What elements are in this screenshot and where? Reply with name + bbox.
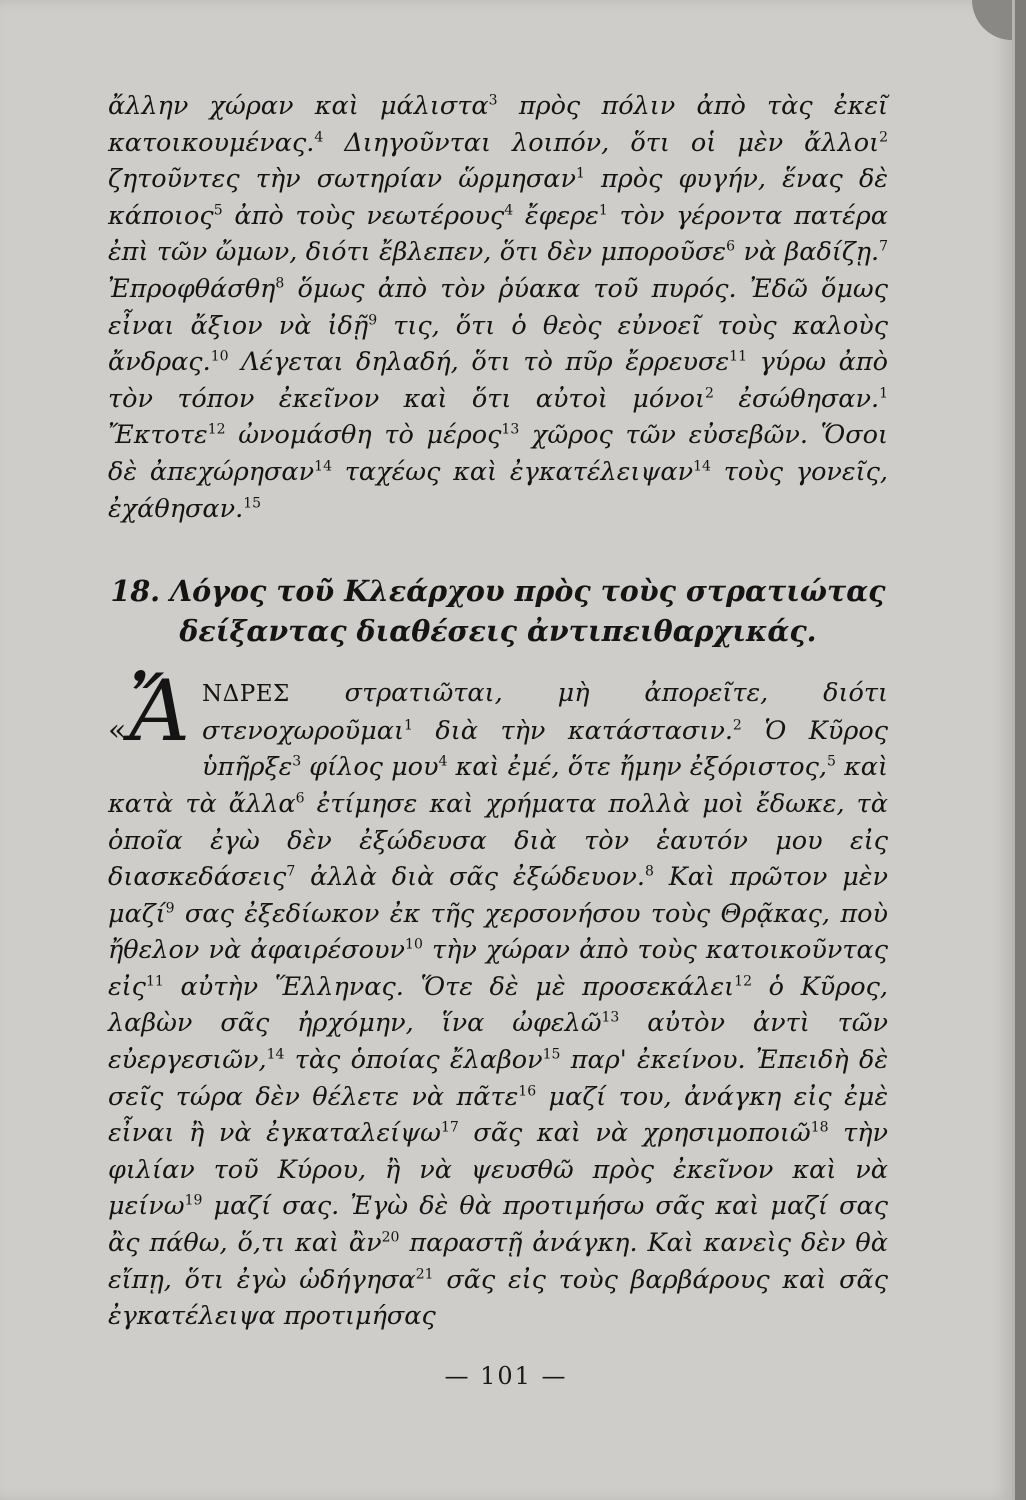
footnote-marker: 14 — [314, 458, 332, 475]
text-run: ταχέως καὶ ἐγκατέλειψαν — [332, 456, 694, 487]
text-run: φίλος μου — [301, 752, 439, 783]
opening-quote: « — [108, 713, 127, 749]
footnote-marker: 6 — [295, 790, 305, 807]
text-run: μαζί του, ἀνάγκη εἰς ἐμὲ εἶναι ἢ νὰ ἐγκαταλείψω — [108, 1081, 889, 1149]
section-number: 18. — [110, 574, 161, 609]
speech-paragraph — [108, 662, 889, 1335]
text-run: στρατιῶται, μὴ ἀπορεῖτε, διότι στενοχωροῦμαι — [202, 678, 888, 746]
footnote-marker: 21 — [415, 1266, 434, 1283]
footnote-marker: 1 — [575, 165, 585, 182]
text-run: Καὶ πρῶτον μὲν μαζί — [108, 862, 888, 929]
text-run: Λέγεται δηλαδή, ὅτι τὸ πῦρ ἔρρευσε — [228, 347, 730, 378]
footnote-marker: 7 — [879, 238, 888, 255]
drop-cap-letter: Ἄ — [128, 662, 191, 761]
text-run: τις, ὅτι ὁ θεὸς εὐνοεῖ τοὺς καλοὺς ἄνδρας. — [108, 310, 889, 378]
text-run: σᾶς εἰς τοὺς βαρβάρους καὶ σᾶς ἐγκατέλειψα προτιμήσας — [108, 1264, 888, 1332]
footnote-marker: 12 — [734, 973, 753, 990]
text-run: διὰ τὴν κατάστασιν. — [412, 715, 733, 746]
text-run: Ἐπροφθάσθη — [108, 273, 276, 304]
paragraph-1 — [108, 88, 888, 527]
footnote-marker: 16 — [518, 1083, 537, 1100]
footnote-marker: 11 — [145, 973, 164, 990]
footnote-marker: 18 — [810, 1119, 829, 1136]
footnote-marker: 8 — [644, 863, 654, 880]
text-run: αὐτὴν Ἕλληνας. Ὅτε δὲ μὲ προσεκάλει — [163, 971, 735, 1002]
section-heading — [108, 571, 888, 651]
footnote-marker: 12 — [207, 421, 226, 438]
footnote-marker: 8 — [275, 275, 285, 292]
page-number: — 101 — — [444, 1362, 568, 1390]
page-text — [108, 88, 888, 1335]
footnote-marker: 5 — [213, 202, 223, 219]
text-run: παρ' ἐκείνου. Ἐπειδὴ δὲ σεῖς τώρα δὲν θέλετε νὰ πᾶτε — [108, 1045, 889, 1112]
footnote-marker: 6 — [726, 238, 736, 255]
footnote-marker: 14 — [266, 1046, 285, 1063]
footnote-marker: 14 — [693, 458, 711, 475]
text-run: πρὸς πόλιν ἀπὸ τὰς ἐκεῖ κατοικουμένας. — [108, 91, 888, 158]
footnote-marker: 2 — [705, 385, 714, 402]
page-corner — [972, 0, 1012, 40]
text-run: τὴν χώραν ἀπὸ τοὺς κατοικοῦντας εἰς — [108, 935, 888, 1002]
text-run: ἔφερε — [513, 200, 599, 231]
footnote-marker: 15 — [243, 495, 262, 512]
text-run: τὰς ὁποίας ἔλαβον — [284, 1045, 543, 1076]
footnote-marker: 10 — [405, 936, 423, 953]
text-run: μαζί σας. Ἐγὼ δὲ θὰ προτιμήσω σᾶς καὶ μαζί σας ἂς πάθω, ὅ,τι καὶ ἂν — [108, 1191, 888, 1259]
text-run: ἐτίμησε καὶ χρήματα πολλὰ μοὶ ἔδωκε, τὰ ὁποῖα ἐγὼ δὲν ἐξώδευσα διὰ τὸν ἑαυτόν μου εἰς διασκεδάσεις — [108, 788, 888, 893]
section-title-line-1: Λόγος τοῦ Κλεάρχου πρὸς τοὺς στρατιώτας — [170, 574, 886, 609]
text-run: σᾶς καὶ νὰ χρησιμοποιῶ — [458, 1118, 811, 1149]
footnote-marker: 2 — [732, 717, 742, 734]
footnote-marker: 20 — [381, 1229, 400, 1246]
footnote-marker: 4 — [504, 202, 514, 219]
footnote-marker: 3 — [292, 753, 302, 770]
footnote-marker: 3 — [488, 92, 498, 109]
text-run: αὐτὸν ἀντὶ τῶν εὐεργεσιῶν, — [108, 1008, 888, 1076]
paragraph-continuation — [108, 88, 888, 527]
text-run: νὰ βαδίζῃ. — [735, 237, 880, 268]
footnote-marker: 10 — [210, 348, 229, 365]
text-run: ὅμως ἀπὸ τὸν ῥύακα τοῦ πυρός. Ἐδῶ ὅμως εἶναι ἄξιον νὰ ἰδῇ — [108, 273, 888, 341]
text-run: ἐσώθησαν. — [713, 383, 880, 414]
footnote-marker: 4 — [314, 129, 324, 146]
text-run: καὶ ἐμέ, ὅτε ἤμην ἐξόριστος, — [447, 752, 828, 783]
text-run: σας ἐξεδίωκον ἐκ τῆς χερσονήσου τοὺς Θρᾷκας, ποὺ ἤθελον νὰ ἀφαιρέσουν — [108, 898, 888, 966]
text-run: τοὺς γονεῖς, ἐχάθησαν. — [108, 456, 888, 524]
section-title-line-2: δείξαντας διαθέσεις ἀντιπειθαρχικάς. — [179, 614, 817, 649]
footnote-marker: 1 — [598, 202, 608, 219]
text-run: γύρω ἀπὸ τὸν τόπον ἐκεῖνον καὶ ὅτι αὐτοὶ μόνοι — [108, 347, 888, 414]
footnote-marker: 15 — [542, 1046, 561, 1063]
footnote-marker: 11 — [729, 348, 747, 365]
text-run: ἄλλην χώραν καὶ μάλιστα — [108, 91, 489, 121]
footnote-marker: 5 — [827, 753, 836, 770]
text-run: Ἔκτοτε — [108, 420, 208, 451]
text-run: ἀλλὰ διὰ σᾶς ἐξώδευον. — [295, 862, 645, 893]
speech-body — [108, 678, 888, 1331]
text-run: Διηγοῦνται λοιπόν, ὅτι οἱ μὲν ἄλλοι — [323, 127, 880, 158]
text-run: Ὁ Κῦρος ὑπῆρξε — [202, 715, 888, 783]
text-run: ὁ Κῦρος, λαβὼν σᾶς ἠρχόμην, ἵνα ὠφελῶ — [108, 971, 888, 1039]
text-run: ὠνομάσθη τὸ μέρος — [225, 420, 502, 451]
text-run: καὶ κατὰ τὰ ἄλλα — [108, 752, 889, 819]
small-caps-word: ΝΔΡΕΣ — [202, 681, 290, 708]
text-run: ζητοῦντες τὴν σωτηρίαν ὥρμησαν — [108, 164, 576, 195]
drop-cap — [108, 662, 191, 769]
text-run: παραστῇ ἀνάγκη. Καὶ κανεὶς δὲν θὰ εἴπῃ, ὅτι ἐγὼ ὡδήγησα — [108, 1228, 888, 1295]
footnote-marker: 17 — [440, 1119, 459, 1136]
footnote-marker: 9 — [368, 312, 378, 329]
footnote-marker: 9 — [165, 900, 175, 917]
text-run: τὸν γέροντα πατέρα ἐπὶ τῶν ὤμων, διότι ἔβλεπεν, ὅτι δὲν μποροῦσε — [108, 200, 888, 268]
footnote-marker: 19 — [184, 1192, 203, 1209]
footnote-marker: 13 — [501, 421, 520, 438]
text-run: τὴν φιλίαν τοῦ Κύρου, ἢ νὰ ψευσθῶ πρὸς ἐκεῖνον καὶ νὰ μείνω — [108, 1118, 888, 1222]
footnote-marker: 4 — [438, 753, 448, 770]
text-run: ἀπὸ τοὺς νεωτέρους — [222, 200, 505, 231]
footnote-marker: 7 — [286, 863, 296, 880]
text-run: πρὸς φυγήν, ἕνας δὲ κάποιος — [108, 164, 888, 231]
paragraph-2 — [108, 662, 889, 1335]
footnote-marker: 1 — [403, 717, 413, 734]
footnote-marker: 2 — [879, 129, 888, 146]
text-run: χῶρος τῶν εὐσεβῶν. Ὅσοι δὲ ἀπεχώρησαν — [108, 420, 889, 487]
footnote-marker: 1 — [879, 385, 889, 402]
footnote-marker: 13 — [601, 1009, 620, 1026]
